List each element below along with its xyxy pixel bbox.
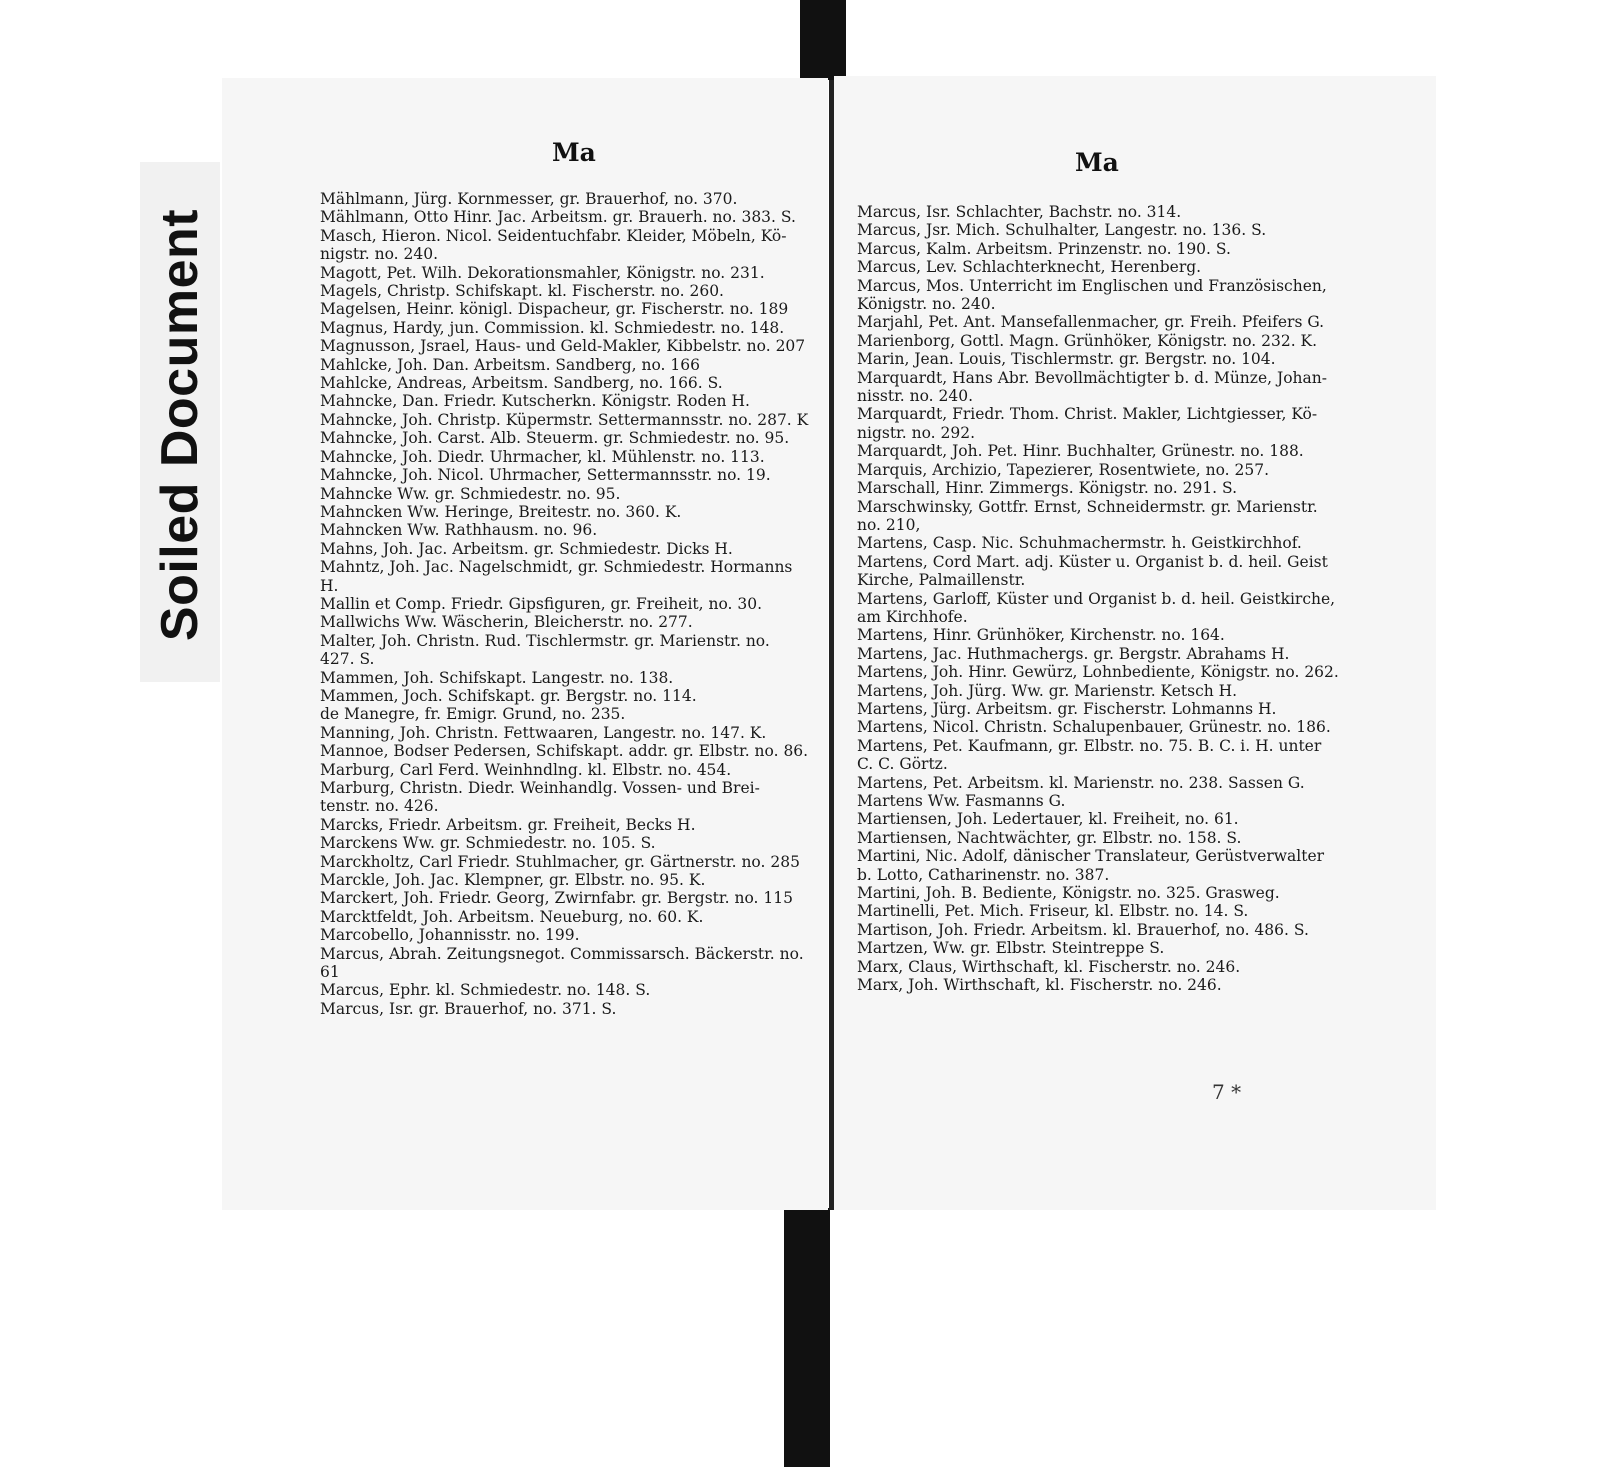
directory-entry: Marckle, Joh. Jac. Klempner, gr. Elbstr. no. 95. K. bbox=[320, 871, 706, 890]
directory-entry: Mahncke Ww. gr. Schmiedestr. no. 95. bbox=[320, 484, 621, 503]
directory-entry: Martens Ww. Fasmanns G. bbox=[857, 792, 1066, 810]
directory-entry: Marienborg, Gottl. Magn. Grünhöker, Königstr. no. 232. K. bbox=[857, 331, 1318, 350]
directory-entry: Marckholtz, Carl Friedr. Stuhlmacher, gr. Gärtnerstr. no. 285 bbox=[320, 852, 800, 871]
directory-entry: Marquardt, Joh. Pet. Hinr. Buchhalter, Grünestr. no. 188. bbox=[857, 442, 1304, 461]
directory-entry: Marcus, Lev. Schlachterknecht, Herenberg. bbox=[857, 258, 1202, 277]
directory-entry: Marckens Ww. gr. Schmiedestr. no. 105. S. bbox=[320, 834, 656, 853]
directory-entry: Magnus, Hardy, jun. Commission. kl. Schmiedestr. no. 148. bbox=[320, 318, 785, 337]
directory-entry: Martiensen, Nachtwächter, gr. Elbstr. no. 158. S. bbox=[857, 828, 1242, 847]
directory-entry: Magelsen, Heinr. königl. Dispacheur, gr. Fischerstr. no. 189 bbox=[320, 300, 789, 319]
directory-entry: Martens, Joh. Jürg. Ww. gr. Marienstr. Ketsch H. bbox=[857, 681, 1238, 700]
directory-entry: de Manegre, fr. Emigr. Grund, no. 235. bbox=[320, 705, 626, 724]
directory-entry: Marcus, Isr. Schlachter, Bachstr. no. 314. bbox=[857, 203, 1182, 221]
directory-entry: Magnusson, Jsrael, Haus- und Geld-Makler, Kibbelstr. no. 207 bbox=[320, 337, 806, 356]
directory-entry: Mahncke, Joh. Nicol. Uhrmacher, Settermannsstr. no. 19. bbox=[320, 466, 771, 485]
directory-entry: Masch, Hieron. Nicol. Seidentuchfabr. Kleider, Möbeln, Kö- nigstr. no. 240. bbox=[320, 226, 787, 264]
directory-entry: Martens, Jürg. Arbeitsm. gr. Fischerstr. Lohmanns H. bbox=[857, 699, 1277, 718]
directory-entry: Marcus, Mos. Unterricht im Englischen und Französischen, Königstr. no. 240. bbox=[857, 276, 1327, 314]
directory-entry: Marckert, Joh. Friedr. Georg, Zwirnfabr. gr. Bergstr. no. 115 bbox=[320, 889, 793, 908]
directory-entry: Marjahl, Pet. Ant. Mansefallenmacher, gr. Freih. Pfeifers G. bbox=[857, 313, 1325, 332]
left-page-header: Ma bbox=[552, 138, 596, 167]
directory-entry: Mannoe, Bodser Pedersen, Schifskapt. addr. gr. Elbstr. no. 86. bbox=[320, 742, 809, 761]
directory-entry: Martinelli, Pet. Mich. Friseur, kl. Elbstr. no. 14. S. bbox=[857, 902, 1249, 921]
directory-entry: Marcktfeldt, Joh. Arbeitsm. Neueburg, no. 60. K. bbox=[320, 907, 704, 926]
directory-entry: Martens, Pet. Arbeitsm. kl. Marienstr. no. 238. Sassen G. bbox=[857, 773, 1305, 792]
directory-entry: Martzen, Ww. gr. Elbstr. Steintreppe S. bbox=[857, 939, 1165, 958]
directory-entry: Marburg, Christn. Diedr. Weinhandlg. Vossen- und Brei- tenstr. no. 426. bbox=[320, 779, 760, 816]
directory-entry: Marcks, Friedr. Arbeitsm. gr. Freiheit, Becks H. bbox=[320, 815, 696, 834]
directory-entry: Marquis, Archizio, Tapezierer, Rosentwiete, no. 257. bbox=[857, 460, 1270, 479]
directory-entry: Martens, Garloff, Küster und Organist b. d. heil. Geistkirche, am Kirchhofe. bbox=[857, 589, 1336, 626]
directory-entry: Magels, Christp. Schifskapt. kl. Fischerstr. no. 260. bbox=[320, 282, 724, 301]
directory-entry: Marquardt, Hans Abr. Bevollmächtigter b. d. Münze, Johan- nisstr. no. 240. bbox=[857, 368, 1327, 406]
right-page-header: Ma bbox=[1075, 148, 1119, 177]
directory-entry: Marschwinsky, Gottfr. Ernst, Schneidermstr. gr. Marienstr. no. 210, bbox=[857, 497, 1318, 534]
directory-entry: Martini, Nic. Adolf, dänischer Translateur, Gerüstverwalter b. Lotto, Catharinenstr. no. 387. bbox=[857, 847, 1325, 884]
directory-entry: Mahlcke, Joh. Dan. Arbeitsm. Sandberg, no. 166 bbox=[320, 355, 700, 374]
directory-entry: Mahncke, Joh. Diedr. Uhrmacher, kl. Mühlenstr. no. 113. bbox=[320, 447, 765, 466]
directory-entry: Mahncke, Dan. Friedr. Kutscherkn. Königstr. Roden H. bbox=[320, 392, 750, 411]
directory-entry: Marcobello, Johannisstr. no. 199. bbox=[320, 926, 580, 945]
directory-entry: Marin, Jean. Louis, Tischlermstr. gr. Bergstr. no. 104. bbox=[857, 350, 1276, 369]
directory-entry: Martens, Cord Mart. adj. Küster u. Organist b. d. heil. Geist Kirche, Palmaillenstr. bbox=[857, 552, 1328, 590]
binding-strip-bottom bbox=[784, 1208, 830, 1467]
directory-entry: Marcus, Kalm. Arbeitsm. Prinzenstr. no. 190. S. bbox=[857, 239, 1231, 258]
directory-entry: Martens, Pet. Kaufmann, gr. Elbstr. no. 75. B. C. i. H. unter C. C. Görtz. bbox=[857, 736, 1322, 774]
directory-entry: Martens, Hinr. Grünhöker, Kirchenstr. no. 164. bbox=[857, 626, 1225, 645]
directory-entry: Martison, Joh. Friedr. Arbeitsm. kl. Brauerhof, no. 486. S. bbox=[857, 920, 1309, 939]
binding-strip-top bbox=[800, 0, 846, 80]
left-page-entries bbox=[320, 190, 815, 1018]
directory-entry: Martens, Nicol. Christn. Schalupenbauer, Grünestr. no. 186. bbox=[857, 718, 1331, 737]
directory-entry: Malter, Joh. Christn. Rud. Tischlermstr. gr. Marienstr. no. 427. S. bbox=[320, 631, 770, 669]
directory-entry: Marcus, Jsr. Mich. Schulhalter, Langestr. no. 136. S. bbox=[857, 221, 1267, 240]
directory-entry: Marquardt, Friedr. Thom. Christ. Makler, Lichtgiesser, Kö- nigstr. no. 292. bbox=[857, 405, 1318, 442]
directory-entry: Marcus, Ephr. kl. Schmiedestr. no. 148. S. bbox=[320, 981, 651, 1000]
directory-entry: Mählmann, Otto Hinr. Jac. Arbeitsm. gr. Brauerh. no. 383. S. bbox=[320, 208, 796, 227]
directory-entry: Marx, Claus, Wirthschaft, kl. Fischerstr. no. 246. bbox=[857, 957, 1241, 976]
directory-entry: Mahncke, Joh. Carst. Alb. Steuerm. gr. Schmiedestr. no. 95. bbox=[320, 429, 790, 448]
directory-entry: Mählmann, Jürg. Kornmesser, gr. Brauerhof, no. 370. bbox=[320, 190, 738, 208]
directory-entry: Mammen, Joch. Schifskapt. gr. Bergstr. no. 114. bbox=[320, 686, 697, 705]
directory-entry: Mallin et Comp. Friedr. Gipsfiguren, gr. Freiheit, no. 30. bbox=[320, 594, 763, 613]
directory-entry: Marcus, Isr. gr. Brauerhof, no. 371. S. bbox=[320, 999, 617, 1018]
directory-entry: Martens, Joh. Hinr. Gewürz, Lohnbediente, Königstr. no. 262. bbox=[857, 663, 1339, 682]
book-gutter bbox=[829, 80, 834, 1210]
directory-entry: Manning, Joh. Christn. Fettwaaren, Langestr. no. 147. K. bbox=[320, 723, 767, 742]
directory-entry: Magott, Pet. Wilh. Dekorationsmahler, Königstr. no. 231. bbox=[320, 263, 765, 282]
directory-entry: Mahntz, Joh. Jac. Nagelschmidt, gr. Schmiedestr. Hormanns H. bbox=[320, 558, 793, 595]
directory-entry: Martiensen, Joh. Ledertauer, kl. Freiheit, no. 61. bbox=[857, 810, 1239, 829]
directory-entry: Marcus, Abrah. Zeitungsnegot. Commissarsch. Bäckerstr. no. 61 bbox=[320, 944, 804, 982]
directory-entry: Mahlcke, Andreas, Arbeitsm. Sandberg, no. 166. S. bbox=[320, 374, 723, 393]
directory-entry: Mammen, Joh. Schifskapt. Langestr. no. 138. bbox=[320, 668, 674, 687]
directory-entry: Marburg, Carl Ferd. Weinhndlng. kl. Elbstr. no. 454. bbox=[320, 760, 732, 779]
directory-entry: Martini, Joh. B. Bediente, Königstr. no. 325. Grasweg. bbox=[857, 884, 1280, 903]
directory-entry: Mahncke, Joh. Christp. Küpermstr. Settermannsstr. no. 287. K bbox=[320, 410, 809, 429]
directory-entry: Mahncken Ww. Rathhausm. no. 96. bbox=[320, 521, 598, 540]
directory-entry: Martens, Casp. Nic. Schuhmachermstr. h. Geistkirchhof. bbox=[857, 534, 1302, 553]
directory-entry: Mallwichs Ww. Wäscherin, Bleicherstr. no. 277. bbox=[320, 613, 693, 632]
soiled-document-stamp: Soiled Document bbox=[151, 208, 209, 642]
directory-entry: Martens, Jac. Huthmachergs. gr. Bergstr. Abrahams H. bbox=[857, 644, 1290, 663]
directory-entry: Mahns, Joh. Jac. Arbeitsm. gr. Schmiedestr. Dicks H. bbox=[320, 539, 733, 558]
right-page-entries bbox=[857, 203, 1357, 994]
directory-entry: Mahncken Ww. Heringe, Breitestr. no. 360. K. bbox=[320, 502, 682, 521]
directory-entry: Marx, Joh. Wirthschaft, kl. Fischerstr. no. 246. bbox=[857, 976, 1222, 995]
page-mark: 7 * bbox=[1212, 1080, 1242, 1104]
directory-entry: Marschall, Hinr. Zimmergs. Königstr. no. 291. S. bbox=[857, 479, 1238, 498]
